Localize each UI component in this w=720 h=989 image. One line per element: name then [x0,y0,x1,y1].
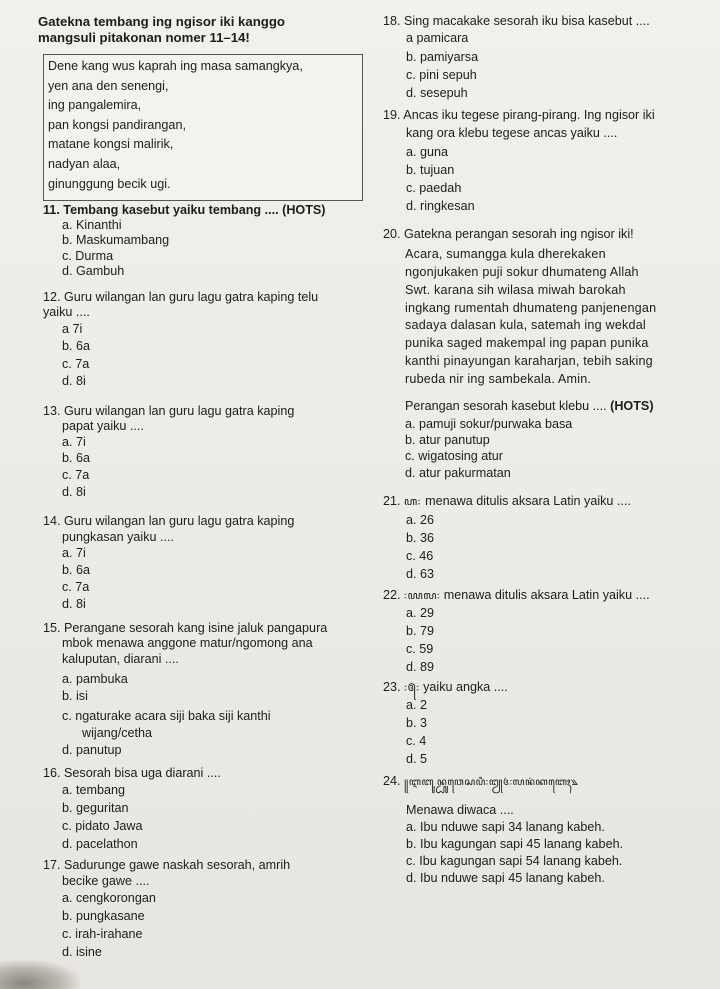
option-continuation: wijang/cetha [82,726,153,740]
question-12-line-1: 12. Guru wilangan lan guru lagu gatra kaping telu [43,290,319,304]
option[interactable]: b. 3 [406,716,428,730]
corner-shadow [0,960,80,989]
option[interactable]: b. tujuan [406,163,455,177]
question-24-number: 24. [383,774,401,788]
question-19-line-1: 19. Ancas iku tegese pirang-pirang. Ing ngisor iki [383,108,655,122]
question-13-line-2: papat yaiku .... [62,419,144,433]
question-22 [383,588,650,603]
question-20: 20. Gatekna perangan sesorah ing ngisor iki! [383,227,634,241]
option[interactable]: d. ringkesan [406,199,475,213]
option[interactable]: a. 26 [406,513,435,527]
option[interactable]: a. guna [406,145,449,159]
passage-line: Swt. karana sih wilasa miwah barokah [405,283,626,297]
question-15-line-3: kaluputan, diarani .... [62,652,179,666]
option[interactable]: c. Ibu kagungan sapi 54 lanang kabeh. [406,854,623,868]
option[interactable]: d. 5 [406,752,428,766]
option[interactable]: b. 36 [406,531,435,545]
question-11 [43,203,326,217]
option[interactable]: b. isi [62,689,88,703]
poem-line: matane kongsi malirik, [48,137,174,151]
question-21-text: menawa ditulis aksara Latin yaiku .... [425,494,631,508]
hots-tag: (HOTS) [282,203,326,217]
option[interactable]: a. cengkorongan [62,891,156,905]
question-17-line-1: 17. Sadurunge gawe naskah sesorah, amrih [43,858,291,872]
option[interactable]: b. Maskumambang [62,233,170,247]
option[interactable]: c. irah-irahane [62,927,143,941]
option[interactable]: c. 7a [62,468,90,482]
passage-line: sadaya dalasan kula, satemah ing wekdal [405,318,646,332]
question-15-line-1: 15. Perangane sesorah kang isine jaluk pangapura [43,621,328,635]
option[interactable]: d. Ibu nduwe sapi 45 lanang kabeh. [406,871,605,885]
intro-line-2: mangsuli pitakonan nomer 11–14! [38,30,250,45]
question-13-line-1: 13. Guru wilangan lan guru lagu gatra kaping [43,404,295,418]
question-15-line-2: mbok menawa anggone matur/ngomong ana [62,636,313,650]
option[interactable]: c. pini sepuh [406,68,477,82]
option[interactable]: d. 8i [62,374,86,388]
javanese-numeral-22: ꧇꧙꧗꧇ [404,589,441,602]
question-24 [383,774,578,790]
option[interactable]: c. 59 [406,642,434,656]
option[interactable]: c. 4 [406,734,427,748]
question-21-number: 21. [383,494,401,508]
question-22-number: 22. [383,588,401,602]
option[interactable]: b. Ibu kagungan sapi 45 lanang kabeh. [406,837,624,851]
passage-line: ngonjukaken puji sokur dhumateng Allah [405,265,639,279]
option[interactable]: a. Kinanthi [62,218,122,232]
option[interactable]: d. isine [62,945,102,959]
question-23 [383,680,508,695]
passage-line: punika saged makempal ing papan punika [405,336,649,350]
option[interactable]: d. pacelathon [62,837,138,851]
option[interactable]: a. pambuka [62,672,128,686]
poem-line: yen ana den senengi, [48,79,169,93]
question-22-text: menawa ditulis aksara Latin yaiku .... [440,588,650,602]
option[interactable]: b. atur panutup [405,433,490,447]
option[interactable]: c. Durma [62,249,114,263]
option[interactable]: a. 7i [62,435,86,449]
passage-line: Acara, sumangga kula dherekaken [405,247,606,261]
option[interactable]: d. atur pakurmatan [405,466,511,480]
question-21 [383,494,631,509]
intro-line-1: Gatekna tembang ing ngisor iki kanggo [38,14,285,29]
option[interactable]: c. 7a [62,357,90,371]
poem-line: ginunggung becik ugi. [48,177,171,191]
question-16: 16. Sesorah bisa uga diarani .... [43,766,221,780]
option[interactable]: a. tembang [62,783,126,797]
option[interactable]: d. 8i [62,485,86,499]
question-11-text: 11. Tembang kasebut yaiku tembang .... [43,203,283,217]
option[interactable]: a. pamuji sokur/purwaka basa [405,417,573,431]
option[interactable]: c. pidato Jawa [62,819,143,833]
javanese-numeral-21: ꦲ꧇ [404,495,426,508]
option[interactable]: a. Ibu nduwe sapi 34 lanang kabeh. [406,820,605,834]
option[interactable]: b. geguritan [62,801,129,815]
question-23-number: 23. [383,680,401,694]
question-17-line-2: becike gawe .... [62,874,150,888]
javanese-sentence: ꧋ꦆꦧꦸꦤ꧀ꦝꦸꦮꦺꦱꦥꦶ꧇꧓꧔꧇ꦭꦤꦁꦏꦧꦺꦃ꧉ [404,777,579,788]
option[interactable]: a. 7i [62,546,86,560]
option[interactable]: b. pamiyarsa [406,50,479,64]
option[interactable]: b. pungkasane [62,909,145,923]
option[interactable]: d. sesepuh [406,86,468,100]
question-23-text: yaiku angka .... [419,680,508,694]
poem-line: pan kongsi pandirangan, [48,118,186,132]
option[interactable]: d. 89 [406,660,435,674]
option[interactable]: c. wigatosing atur [405,449,504,463]
option[interactable]: d. 8i [62,597,86,611]
hots-tag: (HOTS) [610,399,654,413]
poem-box [43,54,363,201]
option[interactable]: d. 63 [406,567,435,581]
question-14-line-2: pungkasan yaiku .... [62,530,175,544]
option[interactable]: b. 6a [62,339,91,353]
question-14-line-1: 14. Guru wilangan lan guru lagu gatra kaping [43,514,295,528]
option[interactable]: a pamicara [406,31,469,45]
question-12-line-2: yaiku .... [43,305,90,319]
passage-line: kanthi pinayungan karaharjan, tebih saking [405,354,653,368]
option[interactable]: b. 6a [62,451,91,465]
option[interactable]: a. 2 [406,698,428,712]
question-20-prompt-text: Perangan sesorah kasebut klebu .... [405,399,611,413]
option[interactable]: b. 79 [406,624,435,638]
poem-line: nadyan alaa, [48,157,121,171]
option[interactable]: b. 6a [62,563,91,577]
poem-line: ing pangalemira, [48,98,142,112]
question-24-label: Menawa diwaca .... [406,803,514,817]
passage-line: ingkang rumentah dhumateng panjenengan [405,301,657,315]
poem-line: Dene kang wus kaprah ing masa samangkya, [48,59,303,73]
javanese-numeral-23: ꧇꧕꧇ [404,681,420,694]
question-20-prompt [405,399,654,413]
option[interactable]: a 7i [62,322,83,336]
question-19-line-2: kang ora klebu tegese ancas yaiku .... [406,126,618,140]
passage-line: rubeda nir ing sambekala. Amin. [405,372,592,386]
option[interactable]: a. 29 [406,606,435,620]
option[interactable]: c. ngaturake acara siji baka siji kanthi [62,709,271,723]
option[interactable]: d. Gambuh [62,264,125,278]
option[interactable]: c. paedah [406,181,462,195]
option[interactable]: c. 7a [62,580,90,594]
question-18: 18. Sing macakake sesorah iku bisa kasebut .... [383,14,650,28]
option[interactable]: d. panutup [62,743,122,757]
option[interactable]: c. 46 [406,549,434,563]
